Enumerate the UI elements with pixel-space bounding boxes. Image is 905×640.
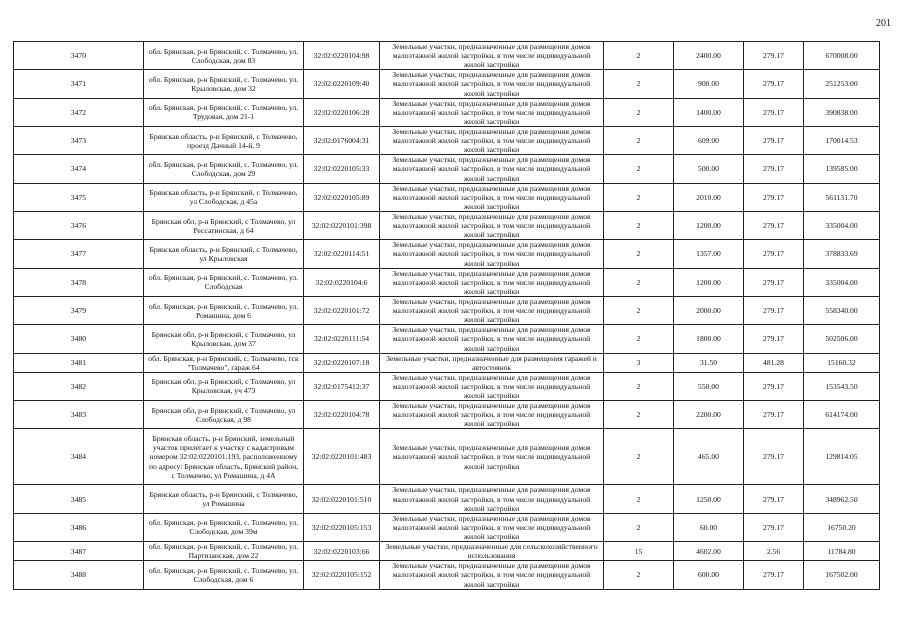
- cell-use-code: 2: [604, 98, 674, 126]
- cell-cadastral-number: 32:02:0220104:78: [304, 401, 380, 429]
- cell-use-code: 2: [604, 211, 674, 239]
- cell-record-number: 3471: [14, 70, 144, 98]
- cell-cadastral-value: 167502.00: [804, 561, 880, 589]
- cell-record-number: 3480: [14, 325, 144, 353]
- cell-cadastral-number: 32:02:0220105:89: [304, 183, 380, 211]
- cell-land-use: Земельные участки, предназначенные для размещения домов малоэтажной жилой застройки, в том числе индивидуальной жилой застройки: [380, 296, 604, 324]
- cell-area: 2400.00: [674, 42, 744, 70]
- cell-cadastral-number: 32:02:0220109:40: [304, 70, 380, 98]
- table-row: [14, 353, 880, 372]
- cell-cadastral-value: 561131.70: [804, 183, 880, 211]
- cell-record-number: 3488: [14, 561, 144, 589]
- cell-rate: 481.28: [744, 353, 804, 372]
- cell-area: 1357.00: [674, 240, 744, 268]
- cell-rate: 279.17: [744, 513, 804, 541]
- table-row: [14, 513, 880, 541]
- cell-cadastral-value: 153543.50: [804, 372, 880, 400]
- cell-address: обл. Брянская, р-н Брянский, с. Толмачево, ул. Партизанская, дом 22: [144, 542, 304, 561]
- cell-use-code: 2: [604, 42, 674, 70]
- cell-record-number: 3475: [14, 183, 144, 211]
- cell-address: Брянская область, р-н Брянский, с Толмачево, ул Слободская, д 45а: [144, 183, 304, 211]
- table-row: [14, 372, 880, 400]
- cell-land-use: Земельные участки, предназначенные для размещения домов малоэтажной жилой застройки, в том числе индивидуальной жилой застройки: [380, 325, 604, 353]
- page-number: 201: [876, 18, 891, 29]
- cell-address: обл. Брянская, р-н Брянский, с. Толмачево, ул. Слободская, дом 39м: [144, 513, 304, 541]
- cell-address: Брянская обл, р-н Брянский, с Толмачево, ул Слободская, д 98: [144, 401, 304, 429]
- cell-area: 1800.00: [674, 325, 744, 353]
- cell-area: 609.00: [674, 126, 744, 154]
- cell-rate: 279.17: [744, 42, 804, 70]
- cell-record-number: 3473: [14, 126, 144, 154]
- cell-land-use: Земельные участки, предназначенные для сельскохозяйственного использования: [380, 542, 604, 561]
- cell-cadastral-number: 32:02:0220114:51: [304, 240, 380, 268]
- cell-address: обл. Брянская, р-н Брянский, с. Толмачево, ул. Слободская: [144, 268, 304, 296]
- cell-record-number: 3487: [14, 542, 144, 561]
- cell-cadastral-value: 558340.00: [804, 296, 880, 324]
- cell-use-code: 2: [604, 240, 674, 268]
- cell-area: 2010.00: [674, 183, 744, 211]
- cell-record-number: 3481: [14, 353, 144, 372]
- cell-address: обл. Брянская, р-н Брянский, с. Толмачево, ул. Крыловская, дом 32: [144, 70, 304, 98]
- cell-cadastral-number: 32:02:0220101:483: [304, 429, 380, 485]
- cell-use-code: 2: [604, 401, 674, 429]
- cell-use-code: 2: [604, 183, 674, 211]
- cell-cadastral-value: 170014.53: [804, 126, 880, 154]
- cell-rate: 279.17: [744, 485, 804, 513]
- cell-cadastral-number: 32:02:0220106:28: [304, 98, 380, 126]
- cell-cadastral-value: 502506.00: [804, 325, 880, 353]
- cell-cadastral-number: 32:02:0220101:510: [304, 485, 380, 513]
- cell-cadastral-number: 32:02:0176004:31: [304, 126, 380, 154]
- cell-rate: 279.17: [744, 155, 804, 183]
- cell-cadastral-value: 139585.00: [804, 155, 880, 183]
- cell-record-number: 3476: [14, 211, 144, 239]
- cell-area: 1250.00: [674, 485, 744, 513]
- cell-area: 500.00: [674, 155, 744, 183]
- cell-land-use: Земельные участки, предназначенные для размещения гаражей и автостоянок: [380, 353, 604, 372]
- cell-use-code: 2: [604, 268, 674, 296]
- cell-land-use: Земельные участки, предназначенные для размещения домов малоэтажной жилой застройки, в том числе индивидуальной жилой застройки: [380, 485, 604, 513]
- cell-rate: 279.17: [744, 183, 804, 211]
- cell-land-use: Земельные участки, предназначенные для размещения домов малоэтажной жилой застройки, в том числе индивидуальной жилой застройки: [380, 372, 604, 400]
- register-body: [14, 42, 880, 590]
- cell-address: Брянская область, р-н Брянский, с Толмачево, проезд Дачный 14-й, 9: [144, 126, 304, 154]
- cell-area: 2200.00: [674, 401, 744, 429]
- cell-land-use: Земельные участки, предназначенные для размещения домов малоэтажной жилой застройки, в том числе индивидуальной жилой застройки: [380, 155, 604, 183]
- cell-record-number: 3482: [14, 372, 144, 400]
- cell-area: 1400.00: [674, 98, 744, 126]
- land-register-table: [13, 41, 880, 590]
- cell-use-code: 15: [604, 542, 674, 561]
- table-row: [14, 155, 880, 183]
- cell-rate: 279.17: [744, 372, 804, 400]
- table-row: [14, 126, 880, 154]
- cell-use-code: 2: [604, 126, 674, 154]
- cell-record-number: 3483: [14, 401, 144, 429]
- cell-use-code: 2: [604, 325, 674, 353]
- cell-rate: 2.56: [744, 542, 804, 561]
- cell-use-code: 3: [604, 353, 674, 372]
- cell-cadastral-value: 335004.00: [804, 268, 880, 296]
- cell-cadastral-value: 129814.05: [804, 429, 880, 485]
- table-row: [14, 561, 880, 589]
- cell-cadastral-value: 251253.00: [804, 70, 880, 98]
- cell-cadastral-number: 32:02:0220104:98: [304, 42, 380, 70]
- cell-land-use: Земельные участки, предназначенные для размещения домов малоэтажной жилой застройки, в том числе индивидуальной жилой застройки: [380, 211, 604, 239]
- cell-rate: 279.17: [744, 70, 804, 98]
- cell-cadastral-number: 32:02:0220105:153: [304, 513, 380, 541]
- cell-cadastral-number: 32:02:0220111:54: [304, 325, 380, 353]
- cell-cadastral-number: 32:02:0220104:6: [304, 268, 380, 296]
- cell-rate: 279.17: [744, 561, 804, 589]
- table-row: [14, 268, 880, 296]
- cell-land-use: Земельные участки, предназначенные для размещения домов малоэтажной жилой застройки, в том числе индивидуальной жилой застройки: [380, 401, 604, 429]
- cell-cadastral-value: 390838.00: [804, 98, 880, 126]
- cell-address: обл. Брянская, р-н Брянский, с. Толмачево, ул. Слободская, дом 83: [144, 42, 304, 70]
- cell-use-code: 2: [604, 485, 674, 513]
- cell-land-use: Земельные участки, предназначенные для размещения домов малоэтажной жилой застройки, в том числе индивидуальной жилой застройки: [380, 42, 604, 70]
- cell-cadastral-value: 16750.20: [804, 513, 880, 541]
- cell-cadastral-value: 15160.32: [804, 353, 880, 372]
- table-row: [14, 542, 880, 561]
- cell-cadastral-value: 670008.00: [804, 42, 880, 70]
- cell-land-use: Земельные участки, предназначенные для размещения домов малоэтажной жилой застройки, в том числе индивидуальной жилой застройки: [380, 513, 604, 541]
- table-row: [14, 296, 880, 324]
- cell-address: обл. Брянская, р-н Брянский, с. Толмачево, ул. Ромашина, дом 6: [144, 296, 304, 324]
- cell-land-use: Земельные участки, предназначенные для размещения домов малоэтажной жилой застройки, в том числе индивидуальной жилой застройки: [380, 70, 604, 98]
- cell-area: 31.50: [674, 353, 744, 372]
- cell-rate: 279.17: [744, 240, 804, 268]
- cell-record-number: 3472: [14, 98, 144, 126]
- cell-use-code: 2: [604, 513, 674, 541]
- cell-use-code: 2: [604, 70, 674, 98]
- cell-area: 60.00: [674, 513, 744, 541]
- table-row: [14, 70, 880, 98]
- cell-rate: 279.17: [744, 268, 804, 296]
- cell-address: обл. Брянская, р-н Брянский, с. Толмачево, ул. Слободская, дом 29: [144, 155, 304, 183]
- cell-land-use: Земельные участки, предназначенные для размещения домов малоэтажной жилой застройки, в том числе индивидуальной жилой застройки: [380, 240, 604, 268]
- cell-address: Брянская обл, р-н Брянский, с Толмачево, ул Рессатинская, д 64: [144, 211, 304, 239]
- table-row: [14, 429, 880, 485]
- cell-record-number: 3479: [14, 296, 144, 324]
- cell-address: обл. Брянская, р-н Брянский, с. Толмачево, ул. Трудовая, дом 21-1: [144, 98, 304, 126]
- cell-cadastral-number: 32:02:0175412:37: [304, 372, 380, 400]
- cell-use-code: 2: [604, 429, 674, 485]
- cell-rate: 279.17: [744, 98, 804, 126]
- cell-record-number: 3478: [14, 268, 144, 296]
- table-row: [14, 240, 880, 268]
- cell-rate: 279.17: [744, 325, 804, 353]
- cell-record-number: 3474: [14, 155, 144, 183]
- cell-land-use: Земельные участки, предназначенные для размещения домов малоэтажной жилой застройки, в том числе индивидуальной жилой застройки: [380, 98, 604, 126]
- cell-area: 4602.00: [674, 542, 744, 561]
- table-row: [14, 401, 880, 429]
- cell-cadastral-number: 32:02:0220103:66: [304, 542, 380, 561]
- table-row: [14, 98, 880, 126]
- cell-rate: 279.17: [744, 429, 804, 485]
- cell-cadastral-value: 348962.50: [804, 485, 880, 513]
- cell-land-use: Земельные участки, предназначенные для размещения домов малоэтажной жилой застройки, в том числе индивидуальной жилой застройки: [380, 183, 604, 211]
- cell-land-use: Земельные участки, предназначенные для размещения домов малоэтажной жилой застройки, в том числе индивидуальной жилой застройки: [380, 561, 604, 589]
- cell-record-number: 3486: [14, 513, 144, 541]
- cell-cadastral-number: 32:02:0220107:18: [304, 353, 380, 372]
- cell-address: Брянская обл, р-н Брянский, с Толмачево, ул Крыловская, уч 473: [144, 372, 304, 400]
- cell-rate: 279.17: [744, 211, 804, 239]
- cell-use-code: 2: [604, 296, 674, 324]
- cell-cadastral-value: 614174.00: [804, 401, 880, 429]
- table-row: [14, 42, 880, 70]
- cell-area: 465.00: [674, 429, 744, 485]
- cell-area: 2000.00: [674, 296, 744, 324]
- cell-cadastral-number: 32:02:0220101:398: [304, 211, 380, 239]
- cell-rate: 279.17: [744, 401, 804, 429]
- cell-cadastral-value: 378833.69: [804, 240, 880, 268]
- cell-cadastral-number: 32:02:0220105:33: [304, 155, 380, 183]
- table-row: [14, 485, 880, 513]
- cell-use-code: 2: [604, 372, 674, 400]
- table-row: [14, 325, 880, 353]
- cell-cadastral-value: 335004.00: [804, 211, 880, 239]
- cell-record-number: 3485: [14, 485, 144, 513]
- cell-area: 1200.00: [674, 268, 744, 296]
- cell-land-use: Земельные участки, предназначенные для размещения домов малоэтажной жилой застройки, в том числе индивидуальной жилой застройки: [380, 126, 604, 154]
- cell-rate: 279.17: [744, 296, 804, 324]
- cell-cadastral-number: 32:02:0220105:152: [304, 561, 380, 589]
- cell-address: Брянская область, р-н Брянский, земельный участок прилегает к участку с кадастровым номером 32:02:0220101:193, расположенному по адресу: Брянская область, Брянский район, с Толмачево, ул Ромашина, д 4А: [144, 429, 304, 485]
- cell-record-number: 3470: [14, 42, 144, 70]
- cell-area: 600.00: [674, 561, 744, 589]
- cell-cadastral-number: 32:02:0220101:72: [304, 296, 380, 324]
- cell-address: обл. Брянская, р-н Брянский, с. Толмачево, ул. Слободская, дом 6: [144, 561, 304, 589]
- cell-address: обл. Брянская, р-н Брянский, с. Толмачево, гск "Толмачево", гараж 64: [144, 353, 304, 372]
- cell-cadastral-value: 11784.80: [804, 542, 880, 561]
- cell-use-code: 2: [604, 561, 674, 589]
- cell-address: Брянская область, р-н Брянский, с Толмачево, ул Ромашина: [144, 485, 304, 513]
- cell-land-use: Земельные участки, предназначенные для размещения домов малоэтажной жилой застройки, в том числе индивидуальной жилой застройки: [380, 429, 604, 485]
- table-row: [14, 183, 880, 211]
- cell-use-code: 2: [604, 155, 674, 183]
- cell-rate: 279.17: [744, 126, 804, 154]
- cell-area: 1200.00: [674, 211, 744, 239]
- table-row: [14, 211, 880, 239]
- cell-record-number: 3477: [14, 240, 144, 268]
- cell-area: 550.00: [674, 372, 744, 400]
- cell-address: Брянская область, р-н Брянский, с Толмачево, ул Крыловская: [144, 240, 304, 268]
- cell-area: 900.00: [674, 70, 744, 98]
- cell-address: Брянская обл, р-н Брянский, с Толмачево, ул Крыловская, дом 37: [144, 325, 304, 353]
- cell-land-use: Земельные участки, предназначенные для размещения домов малоэтажной жилой застройки, в том числе индивидуальной жилой застройки: [380, 268, 604, 296]
- cell-record-number: 3484: [14, 429, 144, 485]
